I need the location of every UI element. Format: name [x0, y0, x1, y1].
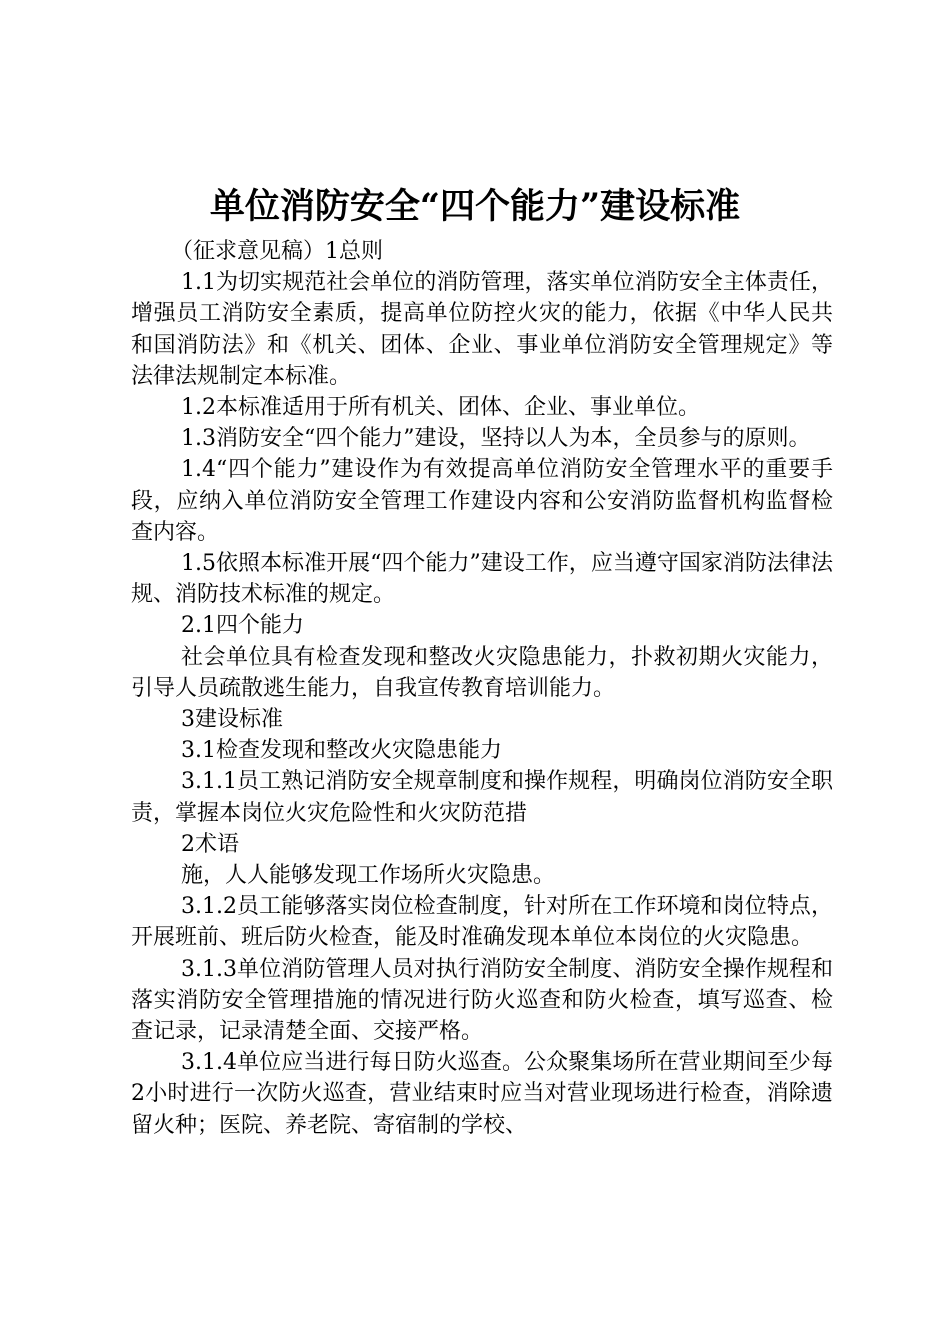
paragraph: 1.2本标准适用于所有机关、团体、企业、事业单位。	[181, 395, 700, 421]
paragraph: 3.1.2员工能够落实岗位检查制度，针对所在工作环境和岗位特点，开展班前、班后防火检查，能及时准确发现本单位本岗位的火灾隐患。	[131, 894, 833, 951]
document-body	[131, 236, 833, 1141]
paragraph: 1.3消防安全“四个能力”建设，坚持以人为本，全员参与的原则。	[181, 426, 811, 452]
document-title: 单位消防安全“四个能力”建设标准	[209, 186, 741, 227]
paragraph: 1.4“四个能力”建设作为有效提高单位消防安全管理水平的重要手段，应纳入单位消防安全管理工作建设内容和公安消防监督机构监督检查内容。	[131, 457, 833, 545]
paragraph: 3.1检查发现和整改火灾隐患能力	[181, 738, 502, 764]
paragraph: （征求意见稿）1总则	[171, 239, 383, 264]
paragraph: 1.1为切实规范社会单位的消防管理，落实单位消防安全主体责任，增强员工消防安全素质，提高单位防控火灾的能力，依据《中华人民共和国消防法》和《机关、团体、企业、事业单位消防安全管理规定》等法律法规制定本标准。	[131, 270, 833, 389]
paragraph: 3.1.4单位应当进行每日防火巡查。公众聚集场所在营业期间至少每2小时进行一次防火巡查，营业结束时应当对营业现场进行检查，消除遗留火种；医院、养老院、寄宿制的学校、	[131, 1050, 833, 1138]
paragraph: 社会单位具有检查发现和整改火灾隐患能力，扑救初期火灾能力，引导人员疏散逃生能力，自我宣传教育培训能力。	[131, 644, 833, 701]
paragraph: 2术语	[181, 831, 239, 857]
paragraph: 3.1.1员工熟记消防安全规章制度和操作规程，明确岗位消防安全职责，掌握本岗位火灾危险性和火灾防范措	[131, 769, 833, 826]
paragraph: 施，人人能够发现工作场所火灾隐患。	[181, 863, 556, 889]
paragraph: 2.1四个能力	[181, 613, 304, 639]
paragraph: 3建设标准	[181, 707, 283, 733]
paragraph: 1.5依照本标准开展“四个能力”建设工作，应当遵守国家消防法律法规、消防技术标准的规定。	[131, 551, 833, 608]
paragraph: 3.1.3单位消防管理人员对执行消防安全制度、消防安全操作规程和落实消防安全管理措施的情况进行防火巡查和防火检查，填写巡查、检查记录，记录清楚全面、交接严格。	[131, 956, 833, 1045]
